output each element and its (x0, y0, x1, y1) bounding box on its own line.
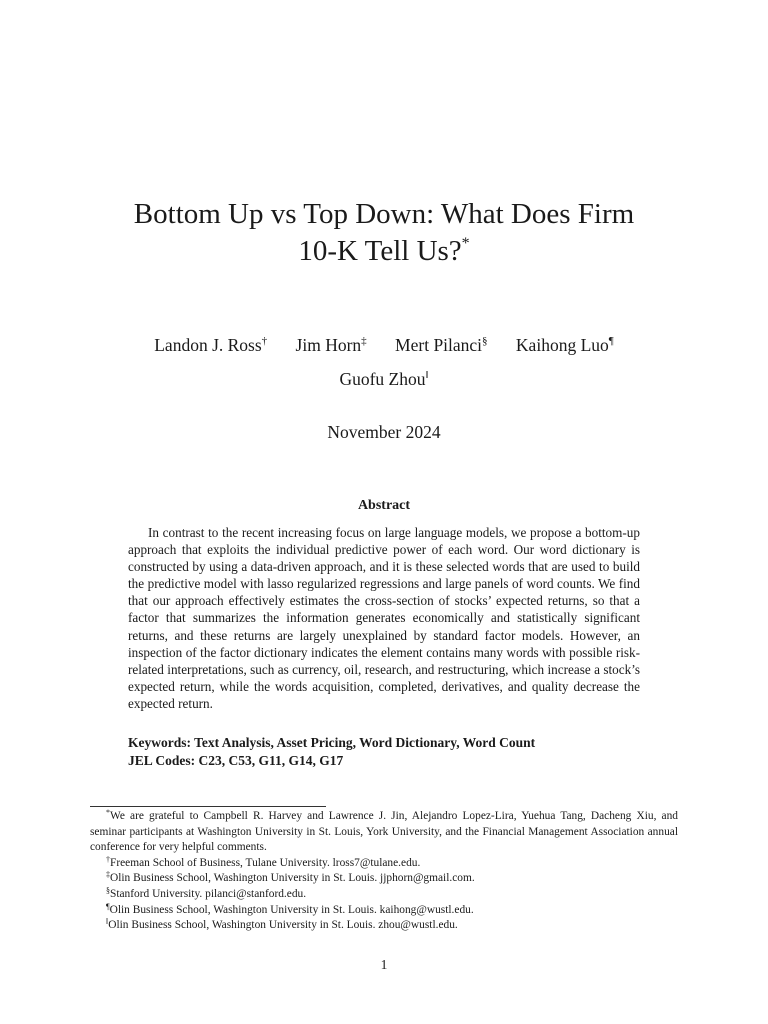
jel-codes-line: JEL Codes: C23, C53, G11, G14, G17 (128, 752, 344, 768)
author-horn: Jim Horn‡ (295, 335, 367, 355)
page-number: 1 (380, 957, 388, 972)
title-line-1: Bottom Up vs Top Down: What Does Firm (133, 198, 635, 230)
footnote-zhou: ‖Olin Business School, Washington University in St. Louis. zhou@wustl.edu. (106, 917, 458, 932)
footnote-horn: ‡Olin Business School, Washington University in St. Louis. jjphorn@gmail.com. (106, 870, 475, 885)
footnote-ross: †Freeman School of Business, Tulane University. lross7@tulane.edu. (106, 854, 421, 869)
author-zhou: Guofu Zhou‖ (339, 369, 429, 389)
footnotes (90, 809, 678, 934)
author-row-2 (0, 362, 768, 396)
footnote-acknowledgment: *We are grateful to Campbell R. Harvey and Lawrence J. Jin, Alejandro Lopez-Lira, Yuehua Tang, Dacheng Xiu, and seminar participants at Washington University in St. Louis, York University, and the Financial Management Association annual conference for very helpful comments. (90, 808, 678, 854)
abstract-heading: Abstract (357, 498, 411, 513)
title-footnote-mark: * (461, 235, 470, 252)
footnote-pilanci: §Stanford University. pilanci@stanford.edu. (106, 885, 307, 900)
author-ross: Landon J. Ross† (154, 335, 268, 355)
publication-date: November 2024 (327, 422, 441, 442)
author-luo: Kaihong Luo¶ (515, 335, 614, 355)
footnote-luo: ¶Olin Business School, Washington University in St. Louis. kaihong@wustl.edu. (106, 901, 474, 916)
author-list (0, 328, 768, 396)
footnote-divider (90, 806, 326, 807)
title-line-2: 10-K Tell Us? (298, 235, 462, 267)
author-pilanci: Mert Pilanci§ (395, 335, 488, 355)
keywords-block (128, 734, 640, 769)
abstract-text: In contrast to the recent increasing focus on large language models, we propose a bottom-up approach that exploits the individual predictive power of each word. Our word dictionary is constructed by using a data-driven approach, and it is these selected words that are used to build the predictive model with lasso regularized regressions and large panels of word counts. We find that our approach effectively estimates the cross-section of stocks’ expected returns, so that a factor that summarizes the information generates economically and statistically significant returns, and these returns are largely unexplained by standard factor models. However, an inspection of the factor dictionary indicates the element contains many words with possible risk-related interpretations, such as currency, oil, research, and restructuring, which increase a stock’s expected return, while the words acquisition, completed, derivatives, and quality decrease the expected return. (128, 525, 640, 711)
author-row-1 (0, 328, 768, 362)
keywords-line: Keywords: Text Analysis, Asset Pricing, Word Dictionary, Word Count (128, 735, 536, 750)
paper-title (60, 196, 708, 270)
